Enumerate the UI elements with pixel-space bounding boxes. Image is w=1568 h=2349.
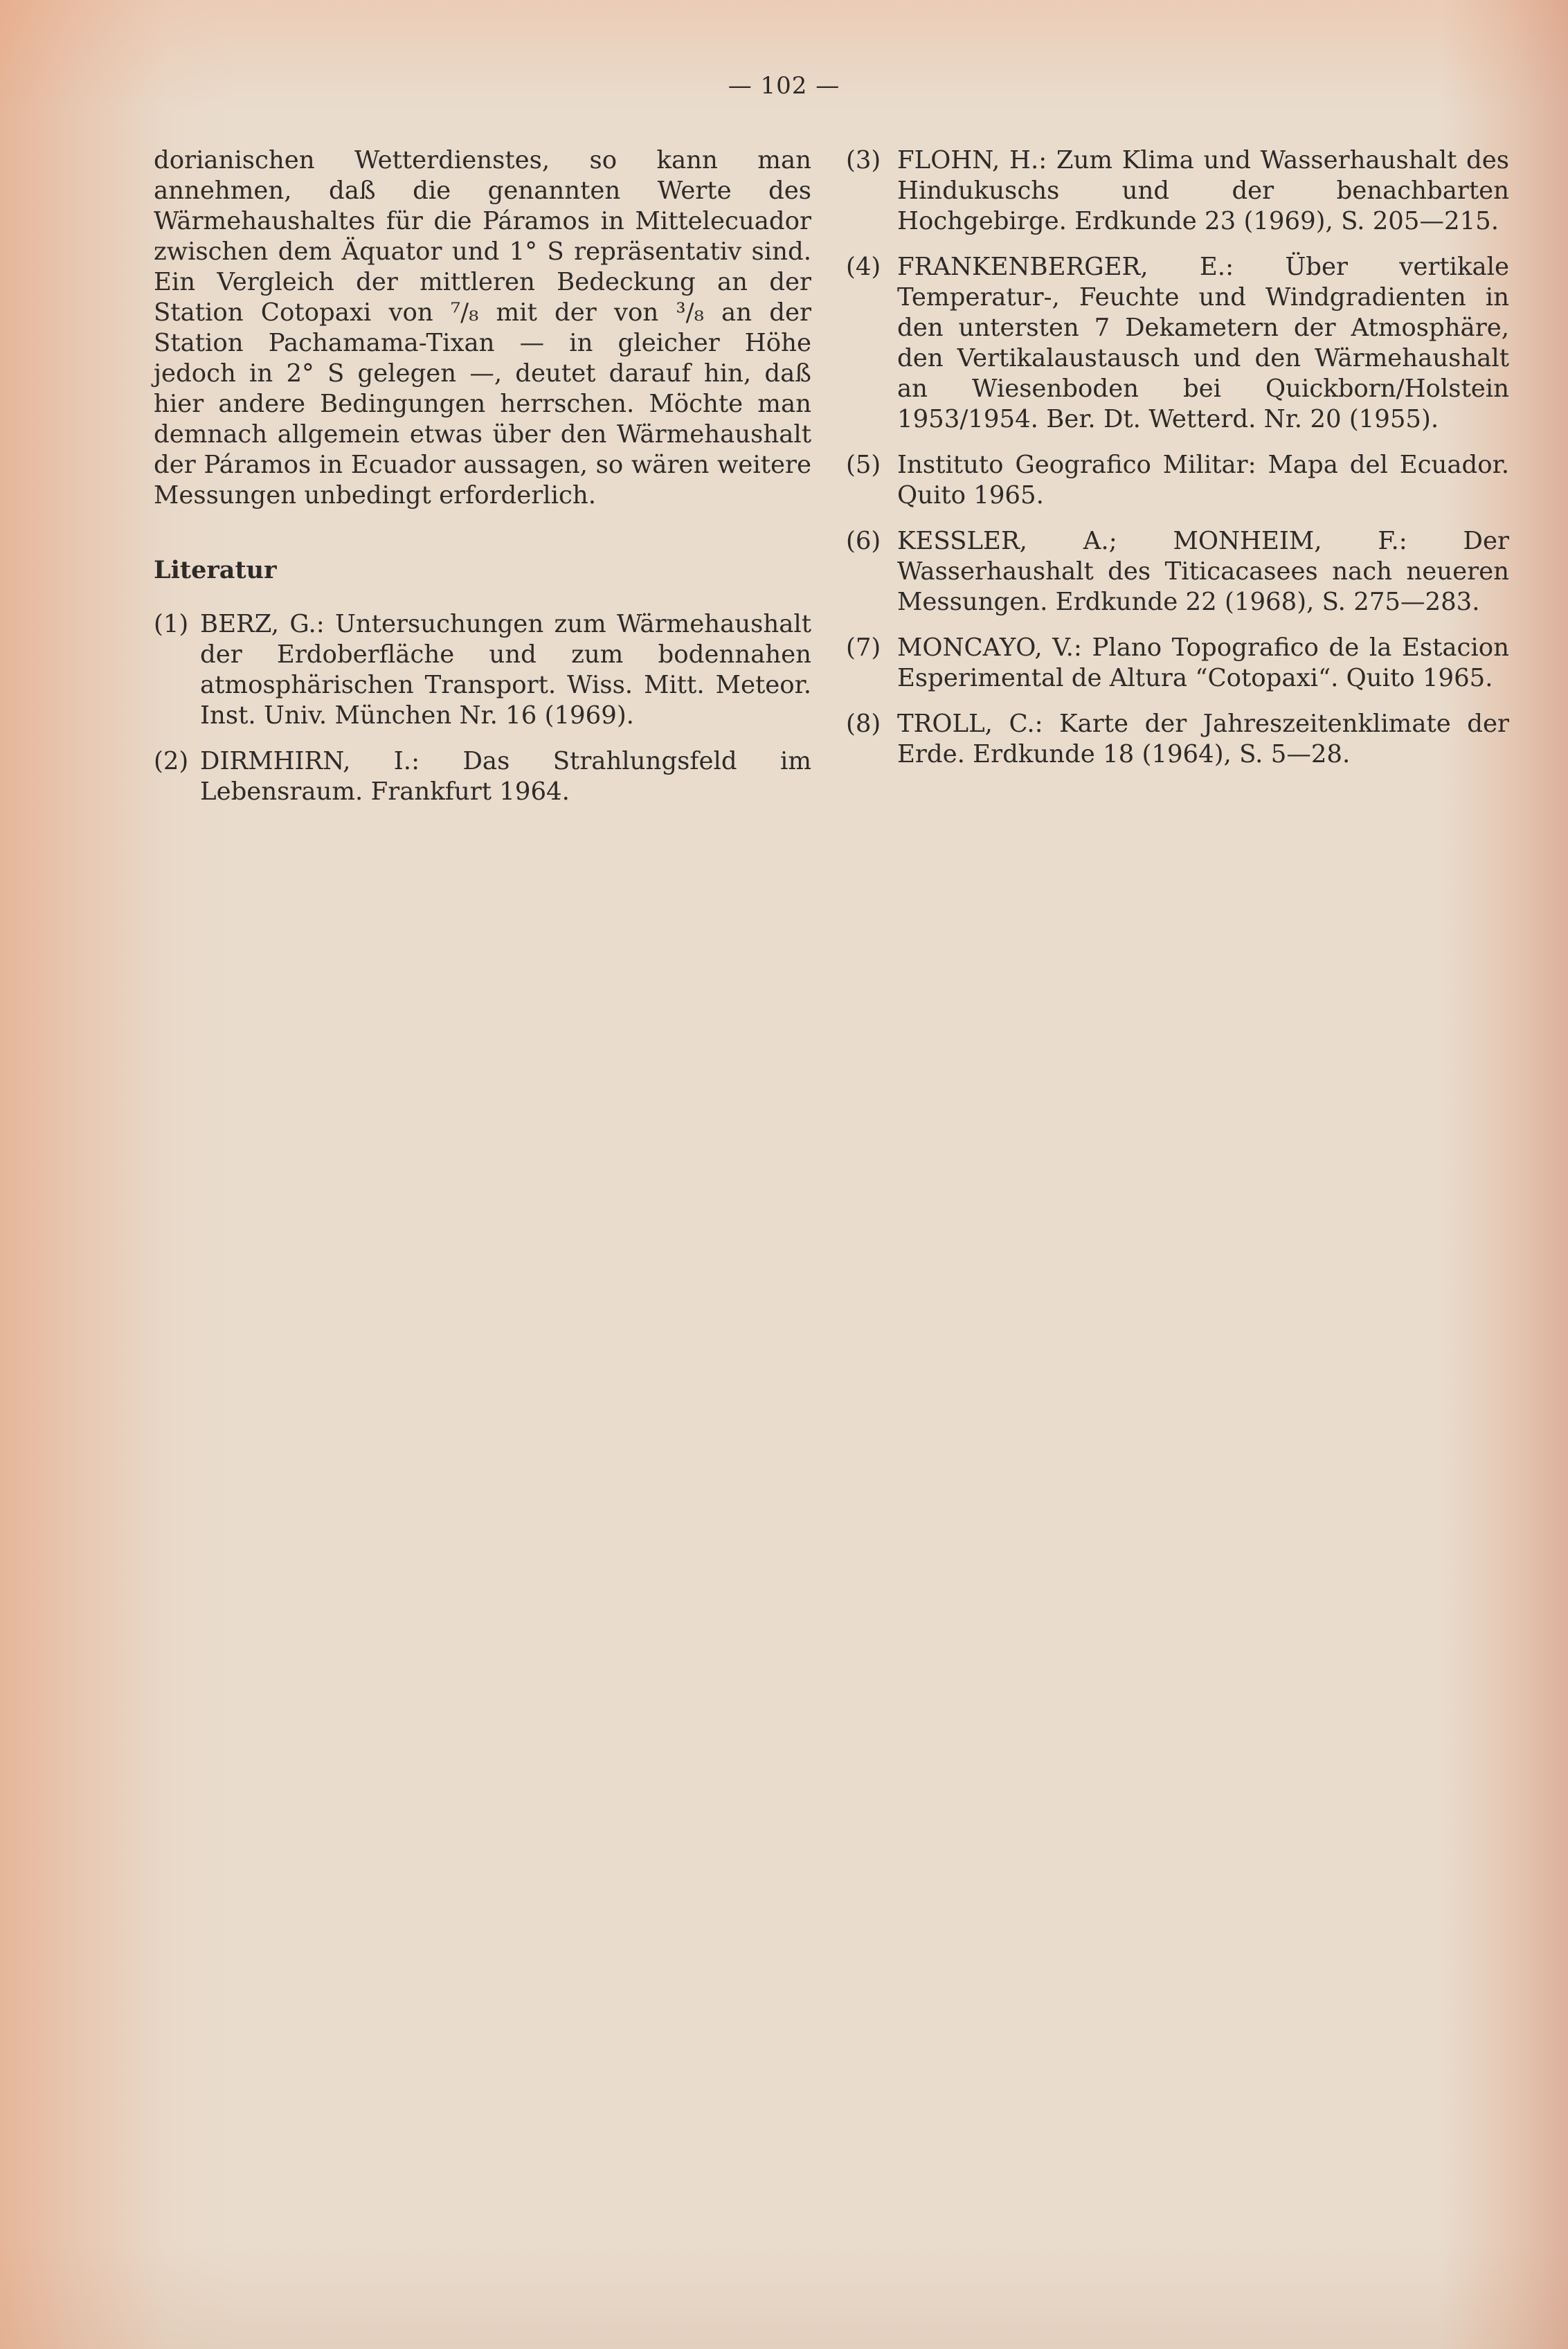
reference-item	[154, 609, 811, 731]
left-column	[154, 145, 811, 822]
reference-text: FRANKENBERGER, E.: Über vertikale Temperatur-, Feuchte und Windgradienten in den untersten 7 Dekametern der Atmosphäre, den Vertikalaustausch und den Wärmehaushalt an Wiesenboden bei Quickborn/Holstein 1953/1954. Ber. Dt. Wetterd. Nr. 20 (1955).	[897, 253, 1509, 433]
right-column	[846, 145, 1509, 785]
reference-text: FLOHN, H.: Zum Klima und Wasserhaushalt des Hindukuschs und der benachbarten Hochgebirge. Erdkunde 23 (1969), S. 205—215.	[897, 146, 1509, 235]
reference-number: (8)	[846, 710, 881, 738]
reference-text: MONCAYO, V.: Plano Topografico de la Estacion Esperimental de Altura “Cotopaxi“. Quito 1965.	[897, 633, 1509, 692]
page-number: — 102 —	[728, 72, 840, 100]
reference-number: (6)	[846, 527, 881, 555]
reference-text: TROLL, C.: Karte der Jahreszeitenklimate der Erde. Erdkunde 18 (1964), S. 5—28.	[897, 710, 1509, 768]
reference-text: KESSLER, A.; MONHEIM, F.: Der Wasserhaushalt des Titicacasees nach neueren Messungen. Erdkunde 22 (1968), S. 275—283.	[897, 527, 1509, 616]
reference-text: BERZ, G.: Untersuchungen zum Wärmehaushalt der Erdoberfläche und zum bodennahen atmosphärischen Transport. Wiss. Mitt. Meteor. Inst. Univ. München Nr. 16 (1969).	[200, 610, 811, 730]
reference-number: (7)	[846, 633, 881, 662]
reference-number: (3)	[846, 146, 881, 174]
reference-item	[846, 526, 1509, 618]
section-heading: Literatur	[154, 556, 277, 584]
reference-number: (2)	[154, 747, 189, 775]
reference-item	[154, 746, 811, 807]
reference-item	[846, 145, 1509, 237]
reference-text: DIRMHIRN, I.: Das Strahlungsfeld im Lebensraum. Frankfurt 1964.	[200, 747, 811, 806]
reference-item	[846, 633, 1509, 694]
reference-item	[846, 252, 1509, 435]
reference-number: (4)	[846, 253, 881, 281]
reference-item	[846, 450, 1509, 511]
reference-text: Instituto Geografico Militar: Mapa del Ecuador. Quito 1965.	[897, 451, 1509, 510]
reference-item	[846, 709, 1509, 770]
reference-number: (1)	[154, 610, 189, 638]
reference-number: (5)	[846, 451, 881, 479]
body-paragraph: dorianischen Wetterdienstes, so kann man annehmen, daß die genannten Werte des Wärmehaushaltes für die Páramos in Mittelecuador zwischen dem Äquator und 1° S repräsentativ sind. Ein Vergleich der mittleren Bedeckung an der Station Cotopaxi von ⁷/₈ mit der von ³/₈ an der Station Pachamama-Tixan — in gleicher Höhe jedoch in 2° S gelegen —, deutet darauf hin, daß hier andere Bedingungen herrschen. Möchte man demnach allgemein etwas über den Wärmehaushalt der Páramos in Ecuador aussagen, so wären weitere Messungen unbedingt erforderlich.	[154, 146, 811, 510]
